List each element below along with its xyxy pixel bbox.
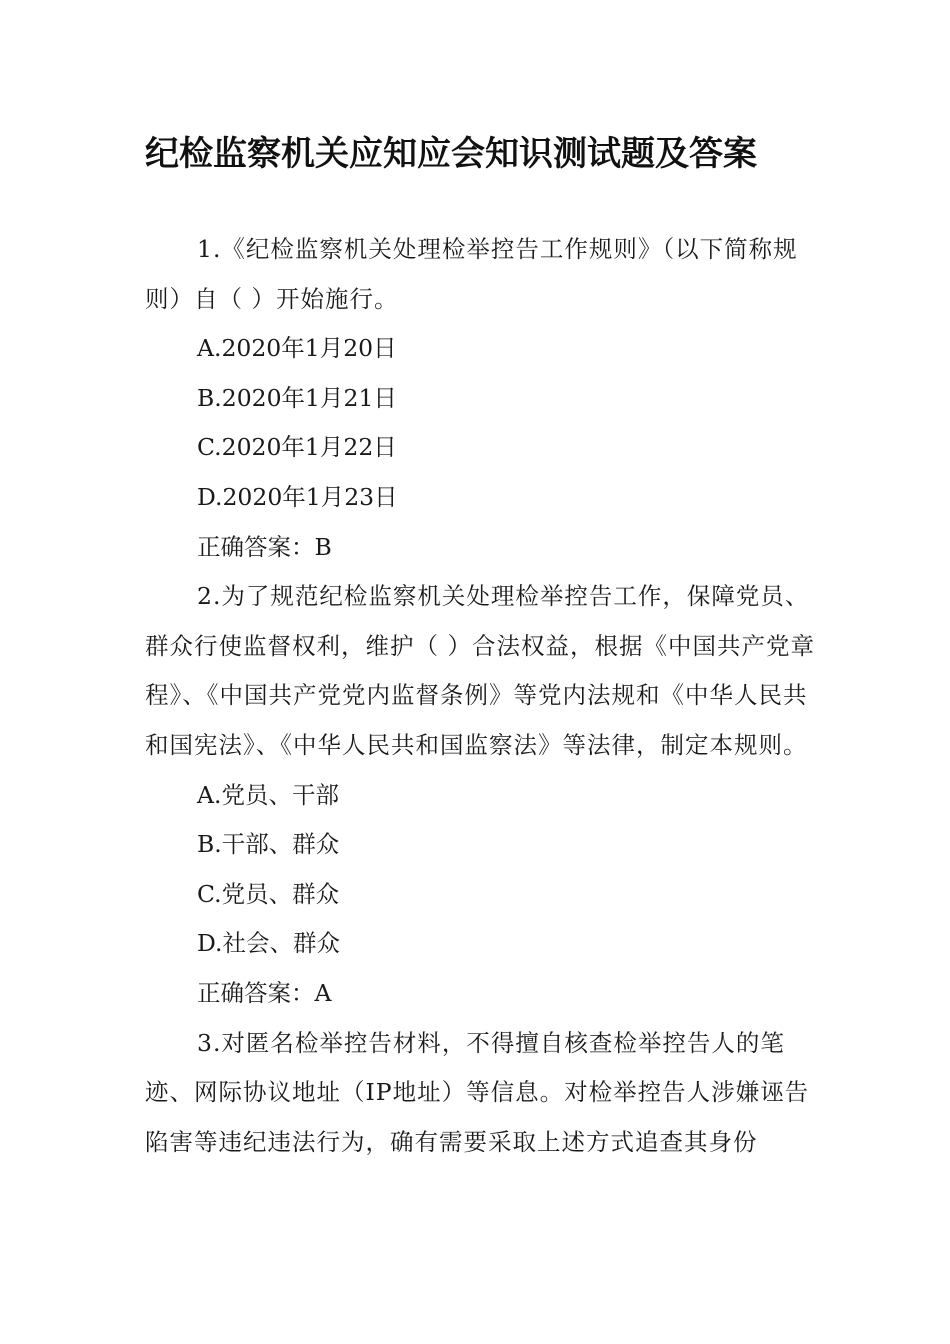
document-body [145, 225, 815, 1167]
question-1-option-d: D.2020年1月23日 [197, 482, 398, 511]
question-1-option-a: A.2020年1月20日 [197, 334, 397, 363]
document-title: 纪检监察机关应知应会知识测试题及答案 [145, 134, 757, 174]
question-2-text: 2.为了规范纪检监察机关处理检举控告工作，保障党员、群众行使监督权利，维护（ ）合法权益，根据《中国共产党章程》、《中国共产党党内监督条例》等党内法规和《中华人民共和国宪法》、《中华人民共和国监察法》等法律，制定本规则。 [145, 582, 815, 759]
question-2-option-a: A.党员、干部 [197, 780, 339, 809]
question-1-option-b: B.2020年1月21日 [197, 383, 397, 412]
question-1-option-c: C.2020年1月22日 [197, 433, 397, 462]
question-1-answer: 正确答案：B [197, 532, 332, 561]
question-3-text: 3.对匿名检举控告材料，不得擅自核查检举控告人的笔迹、网际协议地址（IP地址）等信息。对检举控告人涉嫌诬告陷害等违纪违法行为，确有需要采取上述方式追查其身份 [145, 1028, 810, 1156]
question-2-option-c: C.党员、群众 [197, 879, 340, 908]
question-2-answer: 正确答案：A [197, 978, 332, 1007]
question-2-option-d: D.社会、群众 [197, 929, 340, 958]
question-2-option-b: B.干部、群众 [197, 830, 340, 859]
question-1-text: 1.《纪检监察机关处理检举控告工作规则》（以下简称规则）自（ ）开始施行。 [145, 235, 798, 313]
